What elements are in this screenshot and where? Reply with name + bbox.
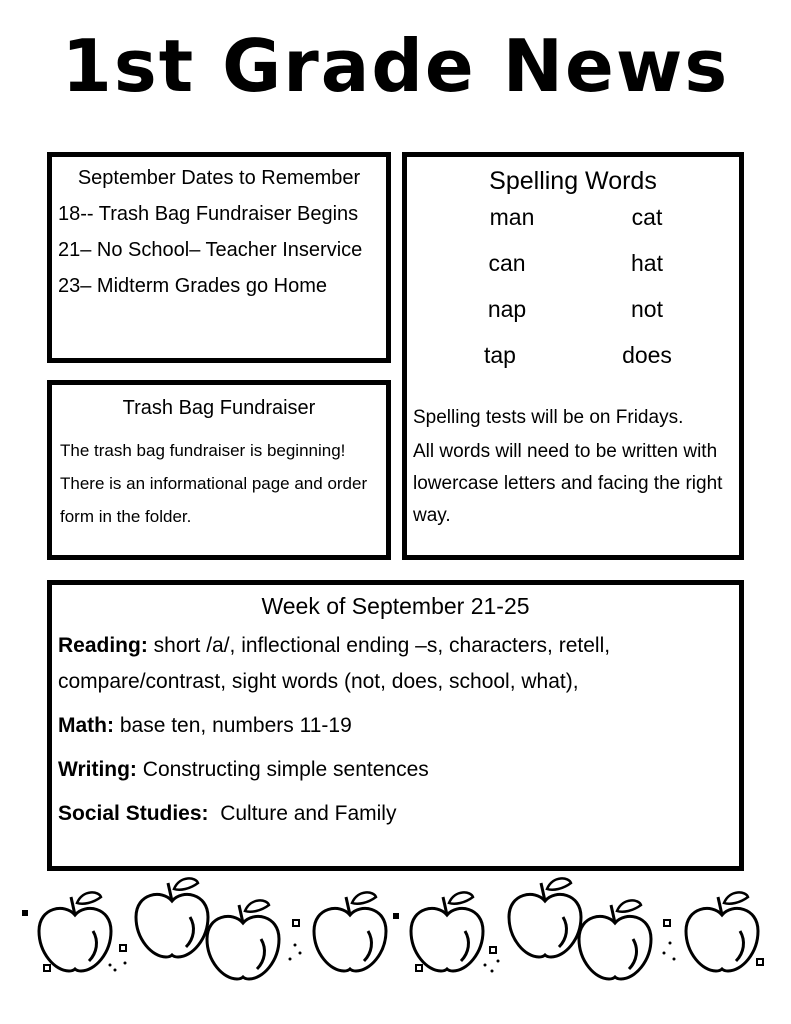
subject-label: Math: <box>58 714 114 737</box>
apple-icon <box>207 900 279 979</box>
spelling-word: cat <box>631 204 663 230</box>
subject-social-studies <box>58 796 733 832</box>
dates-box <box>47 152 391 363</box>
spelling-note: Spelling tests will be on Fridays. <box>413 407 684 428</box>
subject-text: base ten, numbers 11-19 <box>114 714 352 737</box>
subject-label: Writing: <box>58 758 137 781</box>
spelling-box <box>402 152 744 560</box>
subject-text: Constructing simple sentences <box>136 758 429 781</box>
fundraiser-text: The trash bag fundraiser is beginning! There is an informational page and order form in the folder. <box>60 441 368 526</box>
apple-icon <box>136 878 208 957</box>
spelling-word: hat <box>631 250 663 276</box>
subject-text: short /a/, inflectional ending –s, characters, retell, compare/contrast, sight words (not, does, school, what), <box>58 634 611 693</box>
fundraiser-box <box>47 380 391 560</box>
subject-label: Social Studies: <box>58 802 209 825</box>
spelling-heading: Spelling Words <box>489 167 657 195</box>
apple-icon <box>39 892 111 971</box>
spelling-word-list <box>407 204 739 394</box>
spelling-word: tap <box>484 342 516 368</box>
week-box <box>47 580 744 871</box>
date-item: 21– No School– Teacher Inservice <box>58 239 363 261</box>
apple-icon <box>411 892 483 971</box>
apple-icon <box>686 892 758 971</box>
spelling-word: does <box>622 342 672 368</box>
date-item: 23– Midterm Grades go Home <box>58 275 328 297</box>
fundraiser-heading: Trash Bag Fundraiser <box>122 397 316 419</box>
spelling-word: nap <box>487 296 527 322</box>
apple-icon <box>579 900 651 979</box>
dates-heading: September Dates to Remember <box>77 167 361 189</box>
subject-label: Reading: <box>58 634 148 657</box>
apple-icon <box>314 892 386 971</box>
spelling-word: not <box>631 296 663 322</box>
apple-border-illustration <box>0 875 791 985</box>
spelling-word: man <box>489 204 535 230</box>
spelling-instructions: All words will need to be written with lowercase letters and facing the right way. <box>413 441 723 526</box>
subject-math <box>58 708 733 744</box>
apple-icon <box>509 878 581 957</box>
date-item: 18-- Trash Bag Fundraiser Begins <box>58 203 359 225</box>
page-title: 1st Grade News <box>61 24 730 108</box>
spelling-word: can <box>488 250 526 276</box>
week-heading: Week of September 21-25 <box>261 593 530 619</box>
subject-writing <box>58 752 733 788</box>
subject-reading <box>58 628 733 700</box>
subject-text: Culture and Family <box>208 802 397 825</box>
